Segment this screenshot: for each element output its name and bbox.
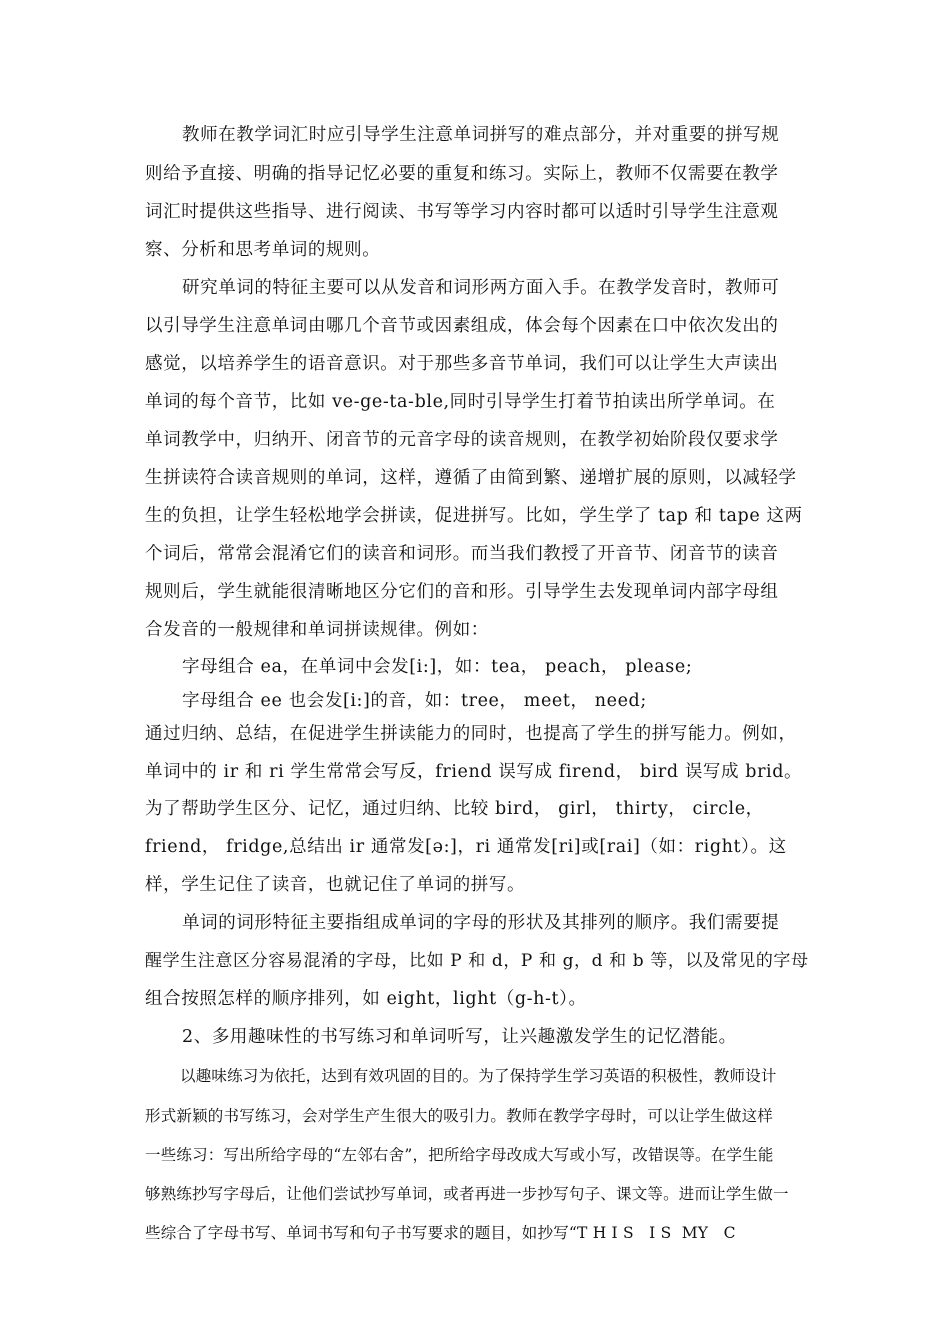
paragraph-2-line-10: 合发音的一般规律和单词拼读规律。例如：: [145, 620, 489, 640]
paragraph-5-line-4: 够熟练抄写字母后，让他们尝试抄写单词，或者再进一步抄写句子、课文等。进而让学生做一: [145, 1185, 789, 1203]
paragraph-3-line-5: 样，学生记住了读音，也就记住了单词的拼写。: [145, 875, 526, 895]
paragraph-4-line-2: 醒学生注意区分容易混淆的字母，比如 P 和 d，P 和 g，d 和 b 等，以及常见的字母: [145, 951, 809, 971]
paragraph-4-line-3: 组合按照怎样的顺序排列，如 eight，light（g-h-t）。: [145, 989, 587, 1009]
paragraph-2-line-8: 个词后，常常会混淆它们的读音和词形。而当我们教授了开音节、闭音节的读音: [145, 544, 779, 564]
paragraph-5-line-2: 形式新颖的书写练习，会对学生产生很大的吸引力。教师在教学字母时，可以让学生做这样: [145, 1107, 774, 1125]
paragraph-2-line-4: 单词的每个音节，比如 ve-ge-ta-ble,同时引导学生打着节拍读出所学单词。在: [145, 392, 776, 412]
example-ea: 字母组合 ea，在单词中会发[i:]，如：tea， peach， please;: [182, 657, 693, 677]
paragraph-3-line-4: friend， fridge,总结出 ir 通常发[ə:]，ri 通常发[ri]或[rai]（如：right）。这: [145, 837, 787, 857]
paragraph-2-line-2: 以引导学生注意单词由哪几个音节或因素组成，体会每个因素在口中依次发出的: [145, 316, 779, 336]
paragraph-2-line-9: 规则后，学生就能很清晰地区分它们的音和形。引导学生去发现单词内部字母组: [145, 582, 779, 602]
paragraph-5-line-5: 些综合了字母书写、单词书写和句子书写要求的题目，如抄写“T H I S I S MY C: [145, 1224, 736, 1242]
paragraph-1-line-2: 则给予直接、明确的指导记忆必要的重复和练习。实际上，教师不仅需要在教学: [145, 164, 779, 184]
paragraph-3-line-2: 单词中的 ir 和 ri 学生常常会写反，friend 误写成 firend， bird 误写成 brid。: [145, 762, 803, 782]
paragraph-2-line-7: 生的负担，让学生轻松地学会拼读，促进拼写。比如，学生学了 tap 和 tape 这两: [145, 506, 803, 526]
paragraph-1-line-4: 察、分析和思考单词的规则。: [145, 240, 381, 260]
paragraph-1-line-3: 词汇时提供这些指导、进行阅读、书写等学习内容时都可以适时引导学生注意观: [145, 202, 779, 222]
paragraph-5-line-1: 以趣味练习为依托，达到有效巩固的目的。为了保持学生学习英语的积极性，教师设计: [180, 1067, 777, 1085]
paragraph-5-line-3: 一些练习：写出所给字母的“左邻右舍”，把所给字母改成大写或小写，改错误等。在学生能: [145, 1146, 774, 1164]
paragraph-4-line-1: 单词的词形特征主要指组成单词的字母的形状及其排列的顺序。我们需要提: [182, 913, 780, 933]
example-ee: 字母组合 ee 也会发[i:]的音，如：tree， meet， need;: [182, 691, 647, 711]
paragraph-3-line-3: 为了帮助学生区分、记忆，通过归纳、比较 bird， girl， thirty， circle，: [145, 799, 764, 819]
paragraph-3-line-1: 通过归纳、总结，在促进学生拼读能力的同时，也提高了学生的拼写能力。例如，: [145, 724, 797, 744]
paragraph-2-line-6: 生拼读符合读音规则的单词，这样，遵循了由简到繁、递增扩展的原则，以减轻学: [145, 468, 797, 488]
paragraph-2-line-5: 单词教学中，归纳开、闭音节的元音字母的读音规则，在教学初始阶段仅要求学: [145, 430, 779, 450]
paragraph-1-line-1: 教师在教学词汇时应引导学生注意单词拼写的难点部分，并对重要的拼写规: [182, 125, 780, 145]
paragraph-2-line-3: 感觉，以培养学生的语音意识。对于那些多音节单词，我们可以让学生大声读出: [145, 354, 779, 374]
paragraph-2-line-1: 研究单词的特征主要可以从发音和词形两方面入手。在教学发音时，教师可: [182, 278, 780, 298]
section-heading-2: 2、多用趣味性的书写练习和单词听写，让兴趣激发学生的记忆潜能。: [182, 1027, 737, 1047]
